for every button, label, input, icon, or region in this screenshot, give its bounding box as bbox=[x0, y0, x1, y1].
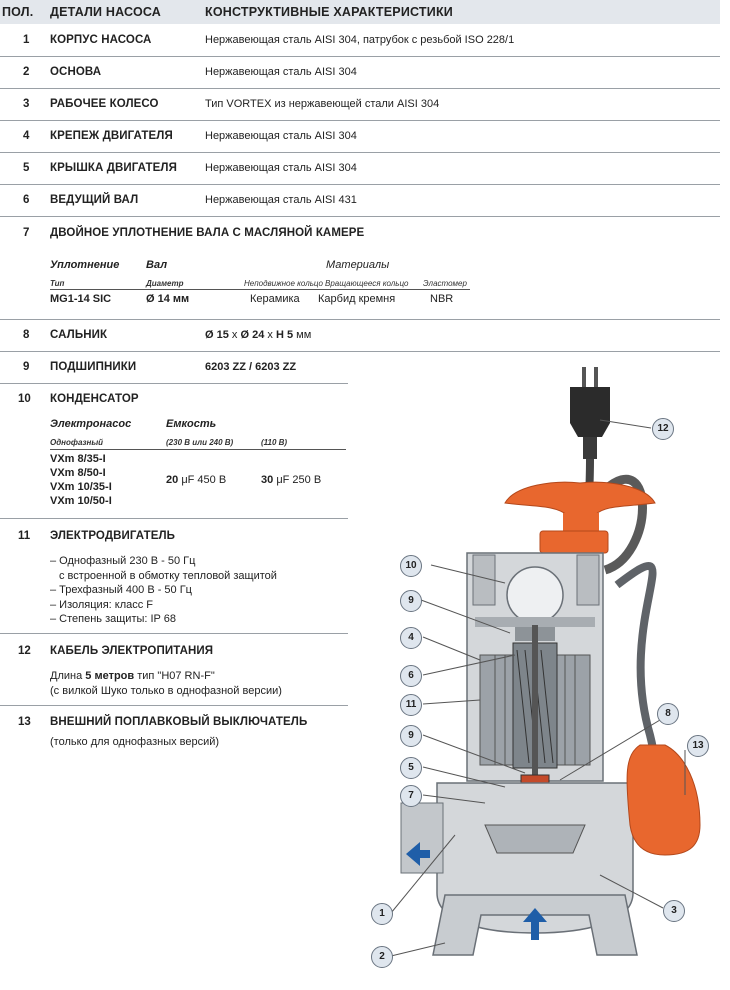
callout-3: 3 bbox=[663, 900, 685, 922]
row-value: Нержавеющая сталь AISI 304, патрубок с резьбой ISO 228/1 bbox=[205, 34, 515, 46]
row-value: Нержавеющая сталь AISI 304 bbox=[205, 162, 357, 174]
header-parts: ДЕТАЛИ НАСОСА bbox=[50, 5, 162, 19]
divider bbox=[0, 319, 720, 320]
row-num: 13 bbox=[18, 716, 31, 728]
seal-diameter-value: Ø 14 мм bbox=[146, 293, 190, 305]
seal-fixed-value: Керамика bbox=[250, 293, 300, 305]
seal-sub-elastomer: Эластомер bbox=[423, 279, 467, 288]
seal-header-seal: Уплотнение bbox=[50, 259, 120, 271]
divider bbox=[0, 216, 720, 217]
seal-type-value: MG1-14 SIC bbox=[50, 293, 112, 305]
divider bbox=[50, 289, 470, 290]
row-num: 5 bbox=[23, 162, 30, 174]
header-specs: КОНСТРУКТИВНЫЕ ХАРАКТЕРИСТИКИ bbox=[205, 5, 453, 19]
cap-230-number: 20 bbox=[166, 474, 179, 486]
cable-line-1 bbox=[50, 670, 215, 682]
seal-header-shaft: Вал bbox=[146, 259, 168, 271]
row-name: КОРПУС НАСОСА bbox=[50, 34, 152, 46]
callout-1: 1 bbox=[371, 903, 393, 925]
gland-x: x bbox=[267, 329, 273, 341]
cap-model: VXm 10/50-I bbox=[50, 495, 112, 507]
row-num: 8 bbox=[23, 329, 30, 341]
divider bbox=[0, 705, 348, 706]
row-num: 3 bbox=[23, 98, 30, 110]
callout-12: 12 bbox=[652, 418, 674, 440]
divider bbox=[0, 56, 720, 57]
divider bbox=[0, 383, 348, 384]
callout-4: 4 bbox=[400, 627, 422, 649]
row-num: 9 bbox=[23, 361, 30, 373]
seal-header-materials: Материалы bbox=[326, 259, 390, 271]
seal-sub-type: Тип bbox=[50, 279, 65, 288]
row-name: ЭЛЕКТРОДВИГАТЕЛЬ bbox=[50, 530, 176, 542]
gland-h: H 5 bbox=[275, 329, 294, 341]
divider bbox=[0, 633, 348, 634]
divider bbox=[0, 351, 720, 352]
divider bbox=[0, 152, 720, 153]
row-name: ВНЕШНИЙ ПОПЛАВКОВЫЙ ВЫКЛЮЧАТЕЛЬ bbox=[50, 716, 308, 728]
seal-rotating-value: Карбид кремня bbox=[318, 293, 396, 305]
cap-model: VXm 10/35-I bbox=[50, 481, 112, 493]
row-value: Нержавеющая сталь AISI 304 bbox=[205, 66, 357, 78]
gland-x: x bbox=[231, 329, 238, 341]
float-switch bbox=[627, 745, 700, 855]
divider bbox=[0, 120, 720, 121]
seal-elastomer-value: NBR bbox=[430, 293, 454, 305]
row-name: ВЕДУЩИЙ ВАЛ bbox=[50, 194, 139, 206]
gland-unit: мм bbox=[296, 329, 312, 341]
callout-13: 13 bbox=[687, 735, 709, 757]
callout-2: 2 bbox=[371, 946, 393, 968]
cable-line-2: (с вилкой Шуко только в однофазной версии) bbox=[50, 685, 282, 697]
motor-line: – Степень защиты: IP 68 bbox=[50, 613, 176, 625]
row-num: 10 bbox=[18, 393, 31, 405]
divider bbox=[0, 88, 720, 89]
callout-9: 9 bbox=[400, 590, 422, 612]
callout-10: 10 bbox=[400, 555, 422, 577]
row-name: КАБЕЛЬ ЭЛЕКТРОПИТАНИЯ bbox=[50, 645, 214, 657]
gland-d1: Ø 15 bbox=[205, 329, 229, 341]
gland-value bbox=[205, 329, 311, 341]
row-name: ПОДШИПНИКИ bbox=[50, 361, 137, 373]
plug-icon bbox=[570, 367, 610, 459]
cap-model: VXm 8/50-I bbox=[50, 467, 106, 479]
divider bbox=[50, 449, 346, 450]
row-value: 6203 ZZ / 6203 ZZ bbox=[205, 361, 297, 373]
header-pos: ПОЛ. bbox=[2, 5, 34, 19]
cap-110-number: 30 bbox=[261, 474, 274, 486]
cap-header-pump: Электронасос bbox=[50, 418, 132, 430]
capacitor-icon bbox=[507, 567, 563, 623]
outlet-port bbox=[401, 803, 443, 873]
row-num: 1 bbox=[23, 34, 30, 46]
divider bbox=[0, 184, 720, 185]
cap-sub-230: (230 В или 240 В) bbox=[166, 438, 234, 447]
row-name: САЛЬНИК bbox=[50, 329, 108, 341]
row-name: КРЕПЕЖ ДВИГАТЕЛЯ bbox=[50, 130, 173, 142]
row-name: КОНДЕНСАТОР bbox=[50, 393, 139, 405]
row-value: Тип VORTEX из нержавеющей стали AISI 304 bbox=[205, 98, 440, 110]
divider bbox=[0, 518, 348, 519]
impeller bbox=[485, 825, 585, 853]
seal-sub-diameter: Диаметр bbox=[146, 279, 184, 288]
row-value: Нержавеющая сталь AISI 431 bbox=[205, 194, 357, 206]
callout-9b: 9 bbox=[400, 725, 422, 747]
callout-6: 6 bbox=[400, 665, 422, 687]
motor-line: – Однофазный 230 В - 50 Гц bbox=[50, 555, 196, 567]
motor-line: – Изоляция: класс F bbox=[50, 599, 154, 611]
cap-model: VXm 8/35-I bbox=[50, 453, 106, 465]
callout-5: 5 bbox=[400, 757, 422, 779]
float-line: (только для однофазных версий) bbox=[50, 736, 220, 748]
table-header bbox=[0, 0, 720, 24]
cable-type: тип "H07 RN-F" bbox=[137, 670, 215, 682]
cable-length-value: 5 метров bbox=[85, 670, 135, 682]
row-num: 11 bbox=[18, 530, 31, 542]
cap-110-value bbox=[261, 474, 321, 486]
cap-sub-110: (110 В) bbox=[261, 438, 288, 447]
motor-line: – Трехфазный 400 В - 50 Гц bbox=[50, 584, 192, 596]
row-name: КРЫШКА ДВИГАТЕЛЯ bbox=[50, 162, 177, 174]
callout-7: 7 bbox=[400, 785, 422, 807]
row-name: ДВОЙНОЕ УПЛОТНЕНИЕ ВАЛА С МАСЛЯНОЙ КАМЕРЕ bbox=[50, 227, 365, 239]
row-num: 4 bbox=[23, 130, 30, 142]
cap-110-unit: μF 250 В bbox=[276, 474, 322, 486]
callout-8: 8 bbox=[657, 703, 679, 725]
cap-230-value bbox=[166, 474, 226, 486]
cable-length-label: Длина bbox=[50, 670, 83, 682]
row-name: РАБОЧЕЕ КОЛЕСО bbox=[50, 98, 159, 110]
motor-line: с встроенной в обмотку тепловой защитой bbox=[59, 570, 277, 582]
row-num: 2 bbox=[23, 66, 30, 78]
row-num: 7 bbox=[23, 227, 30, 239]
row-num: 6 bbox=[23, 194, 30, 206]
cap-230-unit: μF 450 В bbox=[181, 474, 227, 486]
row-value: Нержавеющая сталь AISI 304 bbox=[205, 130, 357, 142]
callout-11: 11 bbox=[400, 694, 422, 716]
seal-sub-rotating: Вращающееся кольцо bbox=[325, 279, 409, 288]
row-num: 12 bbox=[18, 645, 31, 657]
cap-sub-single: Однофазный bbox=[50, 438, 104, 447]
row-name: ОСНОВА bbox=[50, 66, 102, 78]
seal-sub-fixed: Неподвижное кольцо bbox=[244, 279, 323, 288]
gland-d2: Ø 24 bbox=[240, 329, 265, 341]
cap-header-capacity: Емкость bbox=[166, 418, 217, 430]
